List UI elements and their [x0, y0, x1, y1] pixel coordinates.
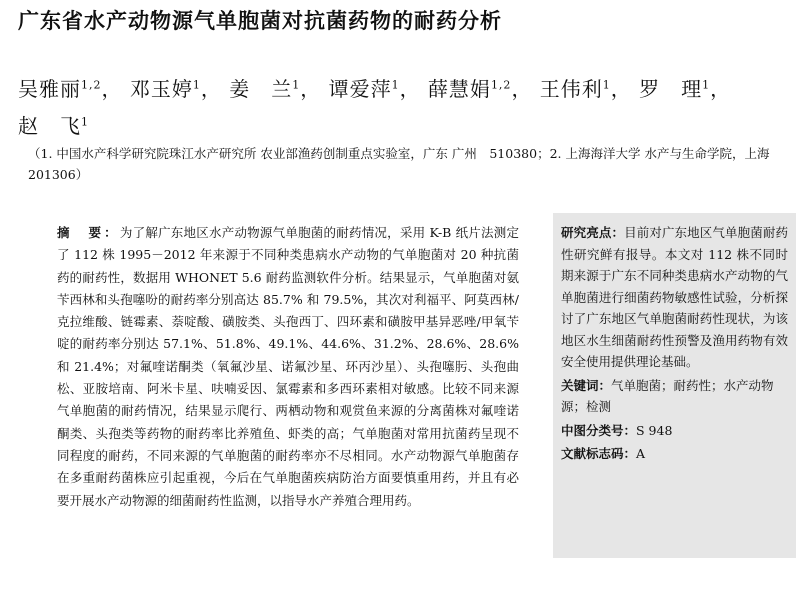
- author-separator: ，: [200, 76, 222, 101]
- author-name: 王伟利: [539, 76, 603, 101]
- keywords: [561, 375, 788, 418]
- keywords-text: 气单胞菌；耐药性；水产动物源；检测: [561, 377, 774, 414]
- abstract: [57, 222, 519, 512]
- highlights-label: 研究亮点：: [561, 225, 625, 240]
- author: [130, 77, 222, 101]
- highlights-text: 目前对广东地区气单胞菌耐药性研究鲜有报导。本文对 112 株不同时期来源于广东不同种类患病水产动物的气单胞菌进行细菌药物敏感性试验，分析探讨了广东地区气单胞菌耐药性现状，为该地区水生细菌耐药性预警及渔用药物有效安全使用提供理论基础。: [561, 225, 788, 369]
- author-name: 姜 兰: [229, 76, 293, 101]
- author-separator: ，: [710, 76, 732, 101]
- author: [18, 114, 89, 138]
- doc-code-label: 文献标志码：: [561, 446, 637, 461]
- author-affiliation-mark: 1: [192, 78, 201, 91]
- author-name: 赵 飞: [18, 114, 81, 139]
- author-affiliation-mark: 1,2: [490, 78, 512, 91]
- author-affiliation-mark: 1: [702, 78, 711, 91]
- author-separator: ，: [101, 76, 123, 101]
- author: [540, 77, 632, 101]
- author: [428, 77, 533, 101]
- author-name: 薛慧娟: [427, 76, 491, 101]
- author-name: 邓玉婷: [129, 76, 193, 101]
- author-affiliation-mark: 1,2: [81, 78, 102, 91]
- doc-code-value: A: [636, 446, 646, 461]
- keywords-label: 关键词：: [561, 377, 612, 393]
- abstract-label: 摘 要：: [57, 225, 120, 240]
- author: [639, 77, 731, 101]
- highlights: [561, 222, 788, 373]
- author-affiliation-mark: 1: [391, 78, 400, 91]
- abstract-text: 为了解广东地区水产动物源气单胞菌的耐药情况，采用 K-B 纸片法测定了 112 株 1995－2012 年来源于不同种类患病水产动物的气单胞菌对 20 种抗菌药的耐药性，数据用 WHONET 5.6 耐药监测软件分析。结果显示，气单胞菌对氨苄西林和头孢噻吩的耐药率分别高达 85.7% 和 79.5%，其次对利福平、阿莫西林/克拉维酸、链霉素、萘啶酸、磺胺类、头孢西丁、四环素和磺胺甲基异恶唑/甲氧苄啶的耐药率分别达 57.1%、51.8%、49.1%、44.6%、31.2%、28.6%、28.6% 和 21.4%；对氟喹诺酮类（氧氟沙星、诺氟沙星、环丙沙星）、头孢噻肟、头孢曲松、亚胺培南、阿米卡星、呋喃妥因、氯霉素和多西环素相对敏感。比较不同来源气单胞菌的耐药情况，结果显示爬行、两栖动物和观赏鱼来源的分离菌株对氟喹诺酮类、头孢类等药物的耐药率比养殖鱼、虾类的高；气单胞菌对常用抗菌药呈现不同程度的耐药，不同来源的气单胞菌的耐药率亦不尽相同。水产动物源气单胞菌存在多重耐药菌株应引起重视，今后在气单胞菌疾病防治方面要慎重用药，并且有必要开展水产动物源的细菌耐药性监测，以指导水产养殖合理用药。: [57, 225, 519, 508]
- author-separator: ，: [300, 76, 322, 101]
- author-separator: ，: [610, 76, 632, 101]
- author-name: 谭爱萍: [328, 76, 392, 101]
- author-separator: ，: [511, 76, 533, 101]
- author-name: 吴雅丽: [18, 76, 81, 101]
- author-name: 罗 理: [639, 76, 703, 101]
- highlights-box: [553, 213, 796, 558]
- author: [329, 77, 421, 101]
- author-affiliation-mark: 1: [602, 78, 611, 91]
- clc-label: 中图分类号：: [561, 422, 637, 438]
- author-separator: ，: [399, 76, 421, 101]
- affiliation: （1. 中国水产科学研究院珠江水产研究所 农业部渔药创制重点实验室，广东 广州 510380；2. 上海海洋大学 水产与生命学院，上海 201306）: [28, 146, 782, 182]
- author: [229, 77, 321, 101]
- document-code: [561, 443, 788, 465]
- author-affiliation-mark: 1: [81, 115, 89, 129]
- paper-title: 广东省水产动物源气单胞菌对抗菌药物的耐药分析: [18, 9, 502, 33]
- author: [18, 77, 123, 101]
- clc-value: S 948: [636, 422, 673, 438]
- clc-number: [561, 420, 788, 442]
- author-list: [18, 68, 798, 143]
- author-affiliation-mark: 1: [292, 78, 301, 91]
